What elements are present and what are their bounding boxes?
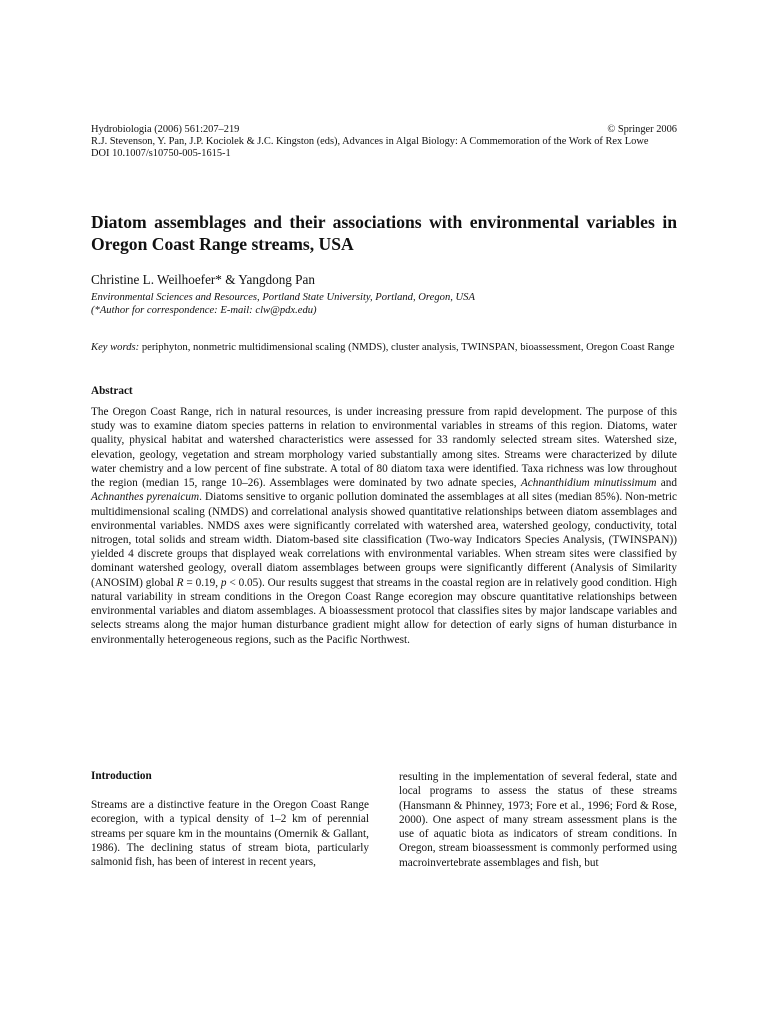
species-name-2: Achnanthes pyrenaicum xyxy=(91,491,200,504)
abstract-conjunction: and xyxy=(656,477,677,490)
abstract-text-2: . Diatoms sensitive to organic pollution dominated the assemblages at all sites (median 85%). Non-metric multidimensional scaling (NMDS) and correlational analysis showed quantitative relationships between diatom assemblages and environmental variables. NMDS axes were significantly correlated with watershed area, watershed geology, conductivity, total nitrogen, total solids and stream width. Diatom-based site classification (Two-way Indicators Species Analysis, (TWINSPAN)) yielded 4 discrete groups that displayed weak correlations with environmental variables. When stream sites were classified by dominant watershed geology, overall diatom assemblages between groups were significantly different (Analysis of Similarity (ANOSIM) global xyxy=(91,491,677,589)
authors: Christine L. Weilhoefer* & Yangdong Pan xyxy=(91,272,315,287)
copyright-notice: © Springer 2006 xyxy=(607,124,677,135)
right-column xyxy=(399,769,677,870)
keywords xyxy=(91,341,677,355)
abstract-text-1: The Oregon Coast Range, rich in natural resources, is under increasing pressure from rapid development. The purpose of this study was to examine diatom species patterns in relation to environmental variables in streams of this region. Diatoms, water quality, physical habitat and watershed characteristics were assessed for 33 randomly selected stream sites. Watershed size, elevation, geology, vegetation and stream morphology varied substantially among sites. Streams were characterized by dilute water chemistry and a low percent of fine substrate. A total of 80 diatom taxa were identified. Taxa richness was low throughout the region (median 15, range 10–26). Assemblages were dominated by two adnate species, xyxy=(91,406,677,490)
editors-line: R.J. Stevenson, Y. Pan, J.P. Kociolek & J.C. Kingston (eds), Advances in Algal Biology: A Commemoration of the Work of Rex Lowe xyxy=(91,136,649,147)
species-name-1: Achnanthidium minutissimum xyxy=(520,477,657,490)
abstract-body xyxy=(91,405,677,647)
r-symbol: R xyxy=(176,576,184,589)
r-value: = 0.19, xyxy=(183,576,221,589)
introduction-heading: Introduction xyxy=(91,770,152,782)
keywords-text: periphyton, nonmetric multidimensional scaling (NMDS), cluster analysis, TWINSPAN, bioassessment, Oregon Coast Range xyxy=(141,342,675,353)
journal-citation: Hydrobiologia (2006) 561:207–219 xyxy=(91,124,240,135)
introduction-left-text: Streams are a distinctive feature in the Oregon Coast Range ecoregion, with a typical density of 1–2 km of perennial streams per square km in the mountains (Omernik & Gallant, 1986). The declining status of stream biota, particularly salmonid fish, has been of interest in recent years, xyxy=(91,799,369,869)
body-columns xyxy=(91,769,677,870)
abstract-heading: Abstract xyxy=(91,385,133,397)
header-row xyxy=(91,124,677,136)
journal-header xyxy=(91,124,677,160)
introduction-right-text: resulting in the implementation of several federal, state and local programs to assess the status of these streams (Hansmann & Phinney, 1973; Fore et al., 1996; Ford & Rose, 2000). One aspect of many stream assessment plans is the use of aquatic biota as indicators of stream conditions. In Oregon, stream bioassessment is commonly performed using macroinvertebrate assemblages and fish, but xyxy=(399,771,677,869)
left-column xyxy=(91,769,369,870)
affiliation-block xyxy=(91,291,677,317)
abstract-text-3: < 0.05). Our results suggest that streams in the coastal region are in relatively good condition. High natural variability in stream conditions in the Oregon Coast Range ecoregion may obscure quantitative relationships between environmental variables and diatom assemblages. A bioassessment protocol that classifies sites by major landscape variables and selects streams along the major human disturbance gradient might allow for detection of early signs of human disturbance in environmentally heterogeneous regions, such as the Pacific Northwest. xyxy=(91,576,677,646)
p-symbol: p xyxy=(220,576,227,589)
article-page xyxy=(91,124,677,647)
affiliation: Environmental Sciences and Resources, Portland State University, Portland, Oregon, USA xyxy=(91,292,475,303)
article-title: Diatom assemblages and their associations with environmental variables in Oregon Coast Range streams, USA xyxy=(91,212,677,254)
correspondence: (*Author for correspondence: E-mail: clw@pdx.edu) xyxy=(91,305,317,316)
keywords-label: Key words: xyxy=(91,342,140,353)
doi-line: DOI 10.1007/s10750-005-1615-1 xyxy=(91,148,231,159)
